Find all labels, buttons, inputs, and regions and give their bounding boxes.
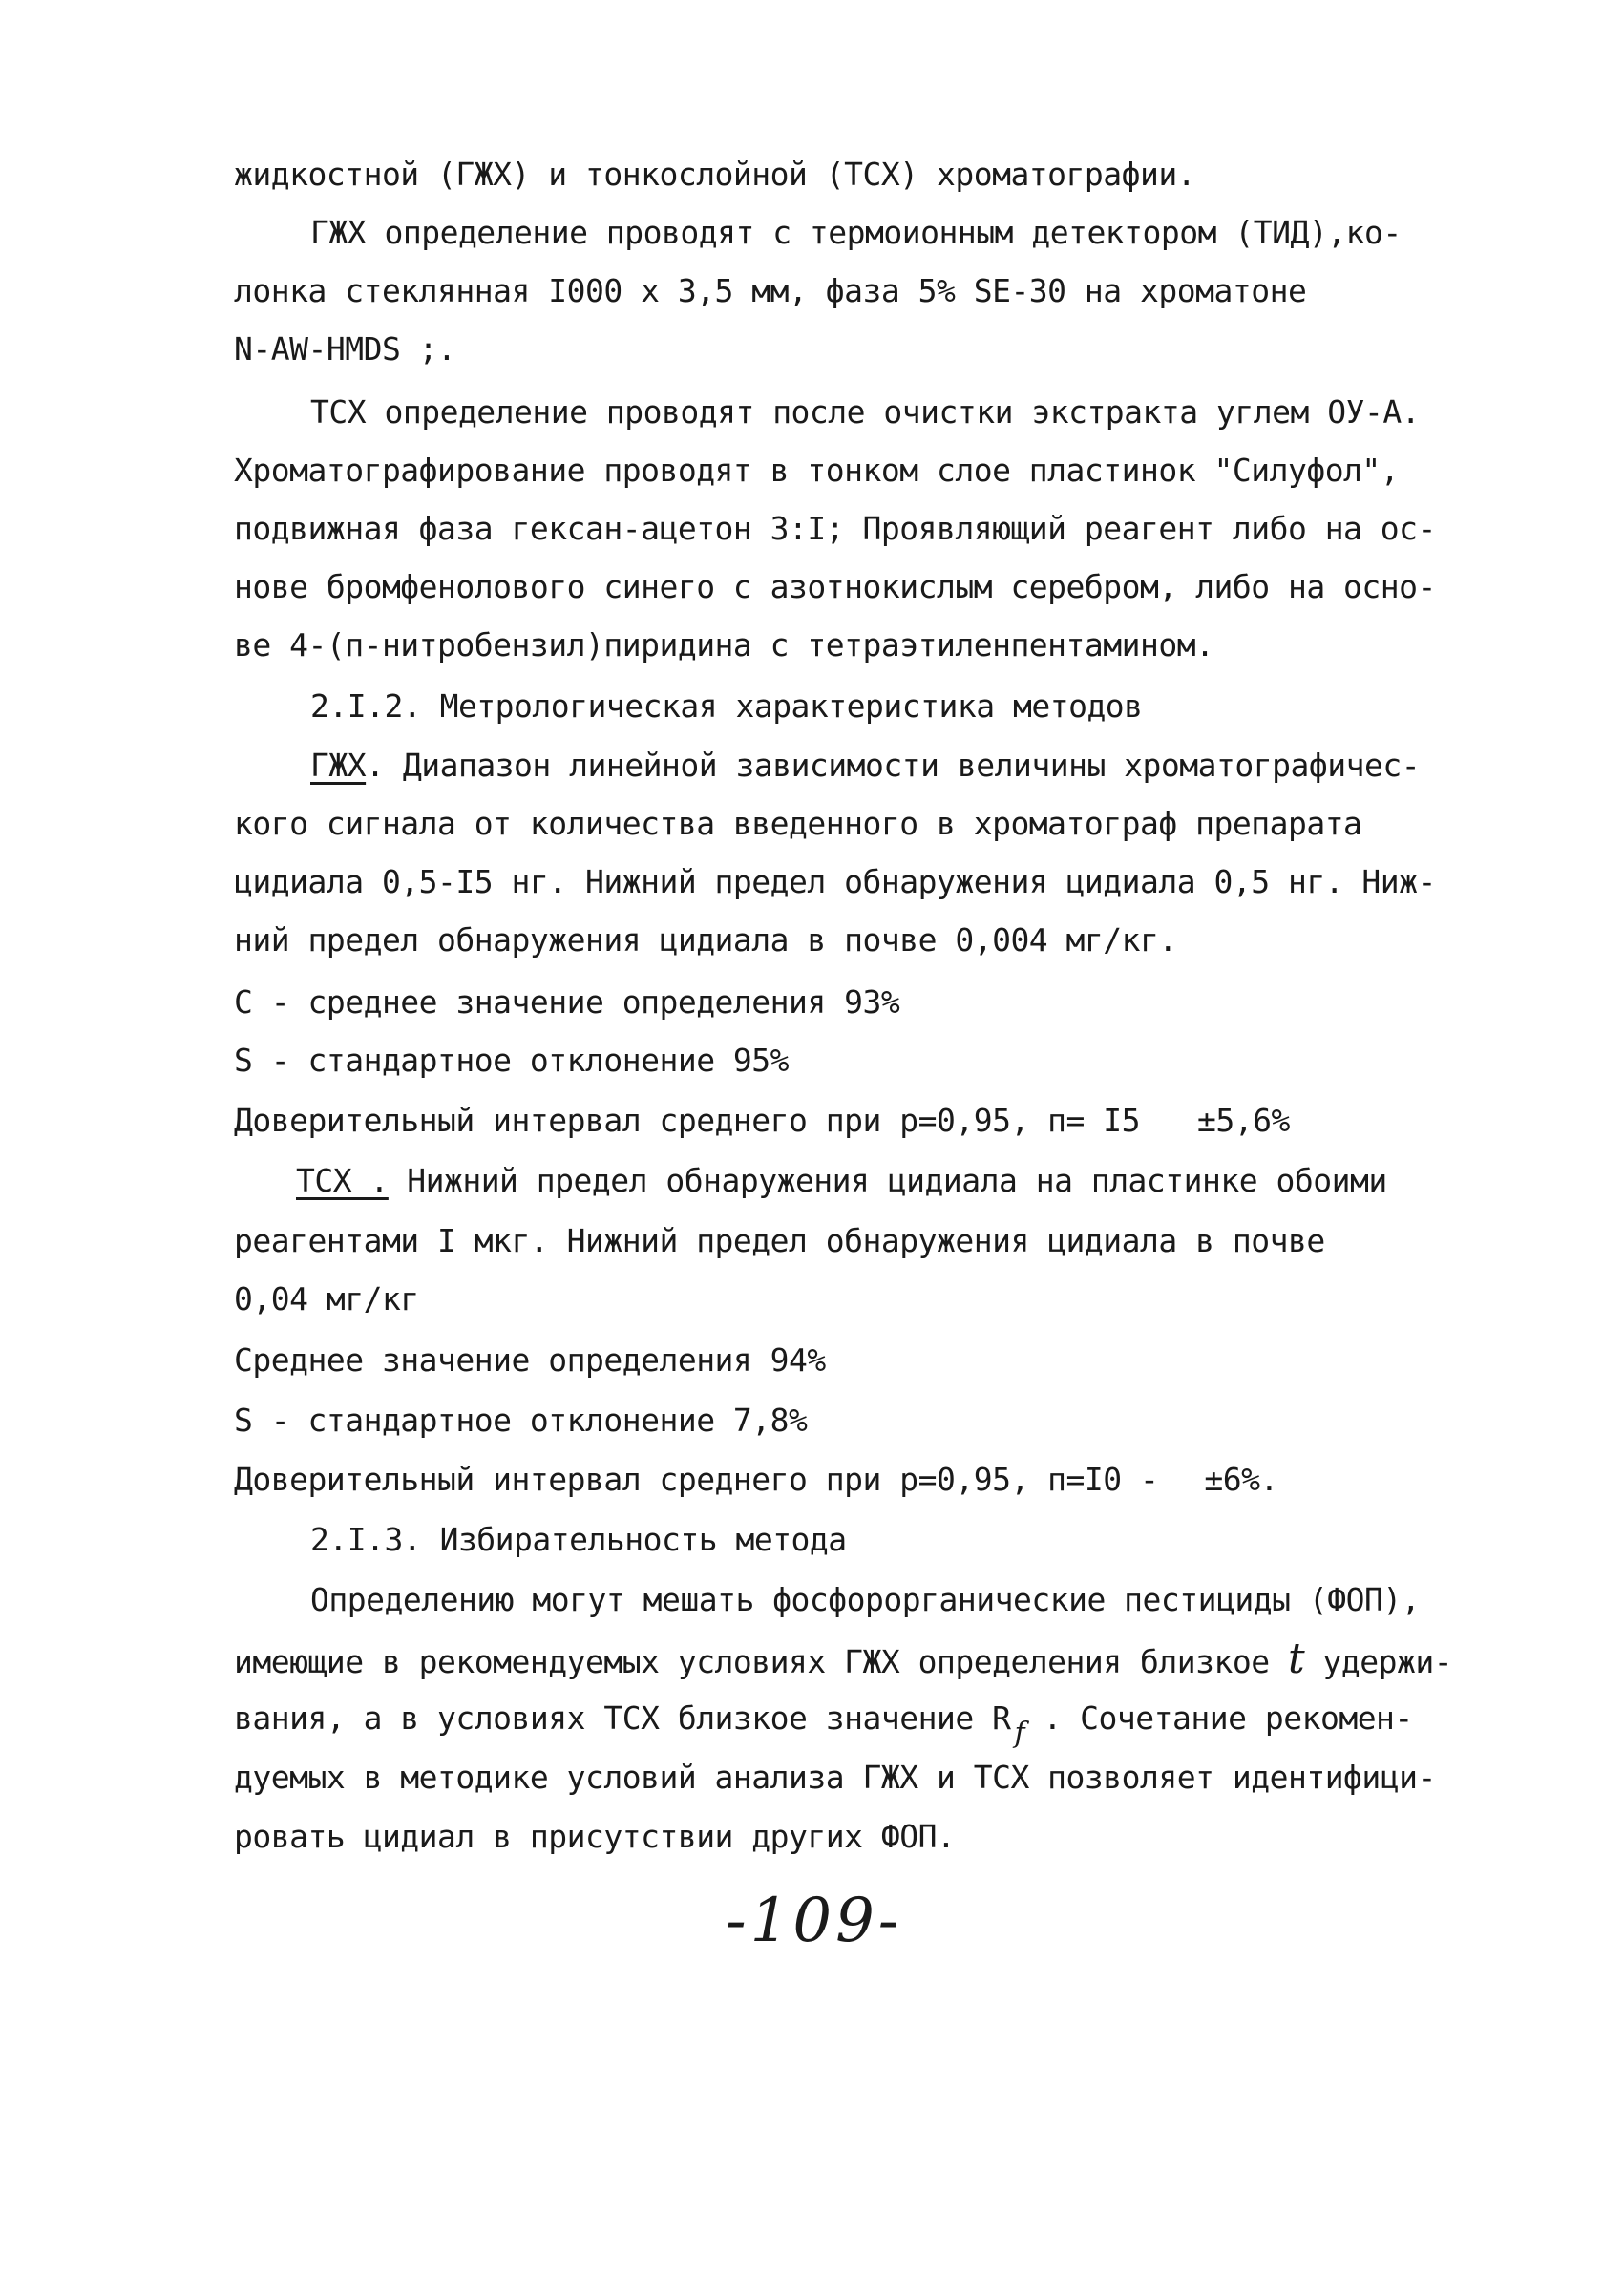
rf-text: вания, а в условиях ТСХ близкое значение R [234, 1699, 1011, 1737]
gzhx-paragraph-start: . Диапазон линейной зависимости величины хроматографичес- [366, 747, 1421, 784]
text-line-22: 0,04 мг/кг [234, 1280, 419, 1318]
std-deviation-line: S - стандартное отклонение 95% [234, 1042, 790, 1079]
text-line-3: лонка стеклянная I000 x 3,5 мм, фаза 5% SE-30 на хроматоне [234, 272, 1307, 309]
confidence-interval-value-2: ±6%. [1204, 1461, 1278, 1498]
text-line-14: ний предел обнаружения цидиала в почве 0,004 мг/кг. [234, 921, 1177, 959]
confidence-interval-line [234, 1102, 1290, 1140]
std-deviation-line-2: S - стандартное отклонение 7,8% [234, 1402, 808, 1439]
page-number: -109- [726, 1886, 903, 1956]
confidence-interval-line-2 [234, 1461, 1278, 1499]
text-line-28: Определению могут мешать фосфорорганические пестициды (ФОП), [310, 1581, 1421, 1618]
retention-symbol-t: t [1287, 1635, 1305, 1683]
text-line-21: реагентами I мкг. Нижний предел обнаружения цидиала в почве [234, 1222, 1325, 1259]
rf-text-end: . Сочетание рекомен- [1043, 1699, 1413, 1737]
confidence-interval-value: ±5,6% [1197, 1102, 1290, 1139]
retention-text: имеющие в рекомендуемых условиях ГЖХ определения близкое [234, 1643, 1270, 1680]
gzhx-underlined-label: ГЖХ [310, 747, 367, 784]
retention-text-end: удержи- [1322, 1643, 1453, 1680]
text-line-5: ТСХ определение проводят после очистки экстракта углем ОУ-А. [310, 393, 1421, 431]
text-line-6: Хроматографирование проводят в тонком слое пластинок "Силуфол", [234, 452, 1400, 489]
text-line-7: подвижная фаза гексан-ацетон 3:I; Проявляющий реагент либо на ос- [234, 510, 1436, 547]
text-line-29 [234, 1635, 1453, 1683]
text-line-2: ГЖХ определение проводят с термоионным детектором (ТИД),ко- [310, 214, 1402, 251]
section-heading-2-1-3: 2.I.3. Избирательность метода [310, 1521, 847, 1558]
text-line-13: цидиала 0,5-I5 нг. Нижний предел обнаружения цидиала 0,5 нг. Ниж- [234, 863, 1436, 900]
mean-value-line-2: Среднее значение определения 94% [234, 1341, 826, 1379]
confidence-interval-text-2: Доверительный интервал среднего при р=0,95, п=I0 - [234, 1461, 1159, 1498]
confidence-interval-text: Доверительный интервал среднего при р=0,95, п= I5 [234, 1102, 1141, 1139]
mean-value-line: С - среднее значение определения 93% [234, 983, 900, 1021]
text-line-8: нове бромфенолового синего с азотнокислым серебром, либо на осно- [234, 568, 1436, 605]
text-line-gzhx-paragraph [310, 747, 1420, 785]
rf-subscript: f [1014, 1717, 1025, 1750]
text-line-12: кого сигнала от количества введенного в хроматограф препарата [234, 805, 1362, 842]
text-line-31: дуемых в методике условий анализа ГЖХ и ТСХ позволяет идентифици- [234, 1759, 1436, 1796]
tsx-underlined-label: ТСХ . [296, 1162, 389, 1199]
tsx-paragraph-line [296, 1162, 1387, 1200]
text-line-1: жидкостной (ГЖХ) и тонкослойной (ТСХ) хроматографии. [234, 156, 1196, 193]
text-line-32: ровать цидиал в присутствии других ФОП. [234, 1818, 956, 1855]
text-line-9: ве 4-(п-нитробензил)пиридина с тетраэтиленпентамином. [234, 626, 1214, 664]
text-line-4: N-AW-HMDS ;. [234, 330, 456, 368]
tsx-paragraph-start: Нижний предел обнаружения цидиала на пластинке обоими [407, 1162, 1387, 1199]
section-heading-2-1-2: 2.I.2. Метрологическая характеристика методов [310, 687, 1143, 725]
text-line-30 [234, 1699, 1413, 1750]
